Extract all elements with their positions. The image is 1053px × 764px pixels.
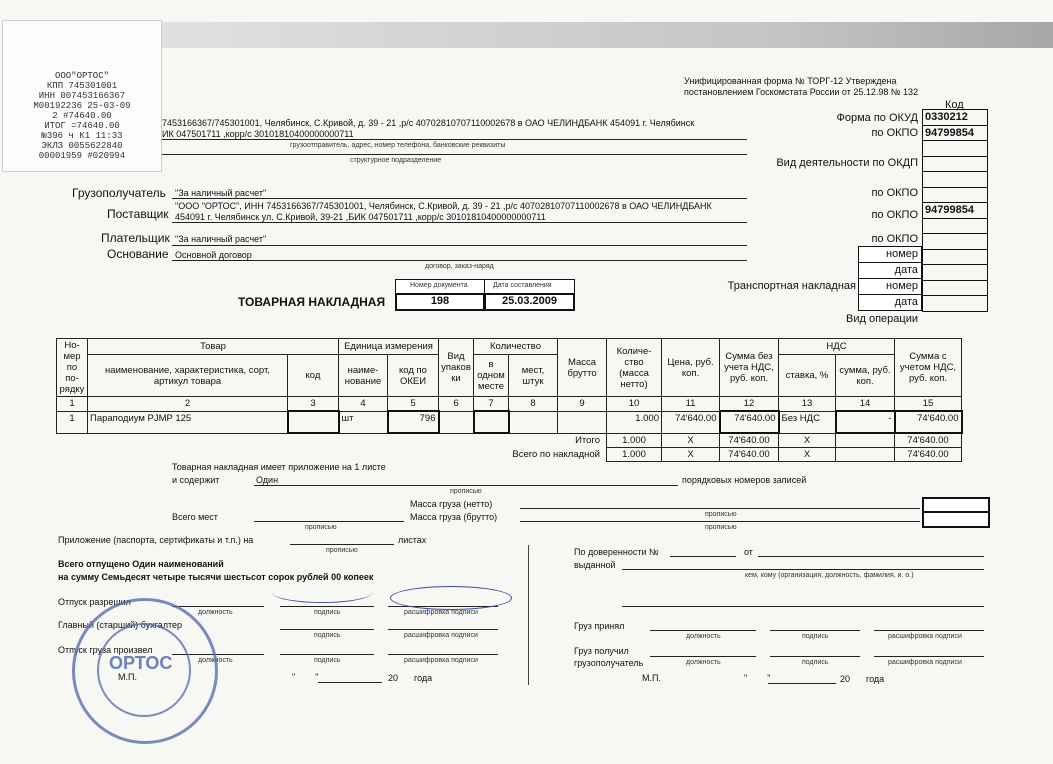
- receipt-line: ИНН 007453166367: [38, 91, 126, 101]
- h-qty: Количество: [474, 339, 558, 355]
- row-rate: Без НДС: [779, 411, 836, 433]
- basis-value: Основной договор: [175, 250, 252, 260]
- receipt-line: 00001959 #020994: [38, 151, 126, 161]
- h-goods-name: наименование, характеристика, сорт, артикул товара: [88, 355, 288, 397]
- date-label-2: дата: [894, 296, 918, 308]
- row-vat: -: [836, 411, 895, 433]
- h-places: мест, штук: [509, 355, 558, 397]
- cap-position-2: должность: [686, 633, 721, 640]
- h-no: Но-мер по по-рядку: [57, 339, 88, 397]
- number-label-2: номер: [886, 280, 918, 292]
- company-stamp: [72, 598, 218, 744]
- supplier-label: Поставщик: [107, 207, 169, 221]
- colnum: 14: [836, 397, 895, 412]
- shipper-line-1: 7453166367/745301001, Челябинск, С.Кривой, д. 39 - 21 ,р/с 40702810707110002678 в ОАО ЧЕЛИНДБАНК 454091 г. Челябинск: [162, 118, 695, 128]
- okpo-3: по ОКПО: [871, 233, 918, 245]
- colnum: 11: [662, 397, 720, 412]
- cap-decode-5: расшифровка подписи: [888, 659, 962, 666]
- row-okei: 796: [388, 411, 439, 433]
- doc-num-header: Номер документа: [410, 282, 468, 289]
- operation-label: Вид операции: [846, 313, 918, 325]
- propis-5: прописью: [326, 547, 358, 554]
- scan-shadow: [160, 22, 1053, 48]
- h-rate: ставка, %: [779, 355, 836, 397]
- places-label: Всего мест: [172, 512, 218, 522]
- form-title-2: постановлением Госкомстата России от 25.12.98 № 132: [684, 87, 919, 97]
- year-1: года: [414, 673, 433, 683]
- vsego-row: [57, 448, 962, 462]
- okdp-label: Вид деятельности по ОКДП: [776, 157, 918, 169]
- row-price: 74'640.00: [662, 411, 720, 433]
- itogo-sum: 74'640.00: [720, 433, 779, 448]
- released-text: Всего отпущено Один наименований: [58, 559, 224, 569]
- vsego-total: 74'640.00: [895, 448, 962, 462]
- consignee-label: Грузополучатель: [72, 186, 166, 200]
- colnum: 2: [88, 397, 288, 412]
- cash-receipt: [2, 20, 162, 172]
- goods-table: [56, 338, 963, 462]
- receipt-line: №396 ч К1 11:33: [41, 131, 123, 141]
- okud-value: 0330212: [923, 110, 988, 126]
- cap-decode-2: расшифровка подписи: [404, 632, 478, 639]
- cap-position-1: должность: [198, 609, 233, 616]
- cap-sign-5: подпись: [802, 659, 829, 666]
- column-numbers: [57, 397, 962, 412]
- colnum: 5: [388, 397, 439, 412]
- release-allowed: Отпуск разрешил: [58, 597, 131, 607]
- h-vat: НДС: [779, 339, 895, 355]
- doc-number: 198: [430, 295, 450, 307]
- year20-1: 20: [388, 673, 399, 683]
- year-2: года: [866, 674, 885, 684]
- receipt-line: ООО"ОРТОС": [54, 71, 109, 81]
- colnum: 10: [607, 397, 662, 412]
- h-code: код: [288, 355, 339, 397]
- doc-date: 25.03.2009: [501, 295, 558, 307]
- stamp-logo: ОРТОС: [109, 653, 173, 673]
- shipper-line-2: ИК 047501711 ,корр/с 30101810400000000711: [162, 129, 354, 139]
- shipper-caption: грузоотправитель, адрес, номер телефона, банковские реквизиты: [290, 142, 506, 149]
- vsego-net: 1.000: [607, 448, 662, 462]
- row-no: 1: [57, 411, 88, 433]
- itogo-rate: X: [779, 433, 836, 448]
- quote-1: " ": [292, 672, 319, 682]
- h-okei: код по ОКЕИ: [388, 355, 439, 397]
- doc-title: ТОВАРНАЯ НАКЛАДНАЯ: [238, 295, 386, 309]
- receipt-line: ЭКЛЗ 0055622840: [41, 141, 123, 151]
- net-label: Масса груза (нетто): [410, 499, 493, 509]
- vsego-rate: X: [779, 448, 836, 462]
- okpo-label: по ОКПО: [871, 127, 918, 139]
- cap-sign-4: подпись: [314, 657, 341, 664]
- supplier-line-1: "ООО "ОРТОС", ИНН 7453166367/745301001, Челябинск, С.Кривой, д. 39 - 21 ,р/с 40702810707110002678 в ОАО ЧЕЛИНДБАНК: [175, 201, 712, 211]
- colnum: 4: [339, 397, 388, 412]
- records-label: порядковых номеров записей: [682, 475, 807, 485]
- okpo-1: по ОКПО: [871, 187, 918, 199]
- release-done: Отпуск груза произвел: [58, 645, 153, 655]
- basis-label: Основание: [107, 247, 169, 261]
- cap-decode-3: расшифровка подписи: [888, 633, 962, 640]
- colnum: 8: [509, 397, 558, 412]
- mp-1: М.П.: [118, 672, 137, 682]
- itogo-label: Итого: [575, 435, 600, 447]
- itogo-total: 74'640.00: [895, 433, 962, 448]
- division-caption: структурное подразделение: [350, 157, 442, 164]
- table-row: [57, 411, 962, 433]
- vsego-price: X: [662, 448, 720, 462]
- basis-caption: договор, заказ-наряд: [425, 263, 494, 270]
- doc-date-header: Дата составления: [493, 282, 552, 289]
- cap-sign-1: подпись: [314, 609, 341, 616]
- released-sum: на сумму Семьдесят четыре тысячи шестьсот сорок рублей 00 копеек: [58, 572, 374, 582]
- quote-2: " ": [744, 673, 771, 683]
- propis-1: прописью: [450, 488, 482, 495]
- h-unit: Единица измерения: [339, 339, 439, 355]
- okud-label: Форма по ОКУД: [836, 112, 918, 124]
- propis-2: прописью: [705, 511, 737, 518]
- code-label: Код: [945, 99, 964, 111]
- h-price: Цена, руб. коп.: [662, 339, 720, 397]
- consignee-value: "За наличный расчет": [175, 188, 267, 198]
- row-net: 1.000: [607, 411, 662, 433]
- itogo-net: 1.000: [607, 433, 662, 448]
- h-unit-name: наиме-нование: [339, 355, 388, 397]
- okpo-2: по ОКПО: [871, 209, 918, 221]
- consignee-2: грузополучатель: [574, 658, 644, 668]
- colnum: 1: [57, 397, 88, 412]
- year20-2: 20: [840, 674, 851, 684]
- h-net: Количе-ство (масса нетто): [607, 339, 662, 397]
- colnum: 6: [439, 397, 474, 412]
- cap-decode-1: расшифровка подписи: [404, 609, 478, 616]
- vsego-label: Всего по накладной: [512, 449, 600, 460]
- form-title: Унифицированная форма № ТОРГ-12 Утверждена: [684, 76, 897, 86]
- date-label: дата: [894, 264, 918, 276]
- attach-label: Приложение (паспорта, сертификаты и т.п.) на: [58, 535, 254, 545]
- itogo-price: X: [662, 433, 720, 448]
- okpo-value: 94799854: [923, 125, 988, 141]
- row-name: Параподиум PJMP 125: [88, 411, 288, 433]
- contains-value: Один: [256, 475, 279, 485]
- signature-2: [390, 586, 512, 610]
- row-sum: 74'640.00: [720, 411, 779, 433]
- h-goods: Товар: [88, 339, 339, 355]
- appendix-text: Товарная накладная имеет приложение на 1 листе: [172, 462, 386, 472]
- cap-sign-3: подпись: [802, 633, 829, 640]
- row-unit: шт: [339, 411, 388, 433]
- vsego-sum: 74'640.00: [720, 448, 779, 462]
- cargo-accepted: Груз принял: [574, 621, 625, 631]
- mp-2: М.П.: [642, 673, 661, 683]
- payer-label: Плательщик: [101, 231, 170, 245]
- number-label: номер: [886, 248, 918, 260]
- proxy-label: По доверенности №: [574, 547, 659, 557]
- code-table: [922, 97, 988, 312]
- cargo-received: Груз получил: [574, 646, 629, 656]
- chief-accountant: Главный (старший) бухгалтер: [58, 620, 183, 630]
- cap-position-4: должность: [686, 659, 721, 666]
- propis-3: прописью: [305, 524, 337, 531]
- h-sum-vat: Сумма с учетом НДС, руб. коп.: [895, 339, 962, 397]
- signature-1: [272, 582, 372, 603]
- gross-label: Масса груза (брутто): [410, 512, 498, 522]
- contains-label: и содержит: [172, 475, 220, 485]
- transport-label: Транспортная накладная: [727, 280, 856, 292]
- from-label: от: [744, 547, 753, 557]
- receipt-line: ИТОГ =74640.00: [44, 121, 120, 131]
- payer-value: "За наличный расчет": [175, 234, 267, 244]
- colnum: 9: [558, 397, 607, 412]
- receipt-line: КПП 745301001: [46, 81, 118, 91]
- issued-caption: кем, кому (организация, должность, фамилия, и. о.): [745, 572, 914, 579]
- receipt-line: 2 #74640.00: [52, 111, 112, 121]
- row-total: 74'640.00: [895, 411, 962, 433]
- cap-position-3: должность: [198, 657, 233, 664]
- propis-4: прописью: [705, 524, 737, 531]
- h-pack: Вид упаков ки: [439, 339, 474, 397]
- h-sum-no-vat: Сумма без учета НДС, руб. коп.: [720, 339, 779, 397]
- sheets-label: листах: [398, 535, 427, 545]
- h-gross: Масса брутто: [558, 339, 607, 397]
- h-in-one: в одном месте: [474, 355, 509, 397]
- itogo-row: [57, 433, 962, 448]
- issued-label: выданной: [574, 560, 616, 570]
- okpo2-value: 94799854: [923, 203, 988, 219]
- h-vat-sum: сумма, руб. коп.: [836, 355, 895, 397]
- colnum: 15: [895, 397, 962, 412]
- colnum: 13: [779, 397, 836, 412]
- cap-decode-4: расшифровка подписи: [404, 657, 478, 664]
- colnum: 12: [720, 397, 779, 412]
- colnum: 7: [474, 397, 509, 412]
- colnum: 3: [288, 397, 339, 412]
- receipt-line: М00192236 25-03-09: [33, 101, 131, 111]
- cap-sign-2: подпись: [314, 632, 341, 639]
- supplier-line-2: 454091 г. Челябинск ул. С.Кривой, 39-21 ,БИК 047501711 ,корр/с 30101810400000000711: [175, 212, 546, 222]
